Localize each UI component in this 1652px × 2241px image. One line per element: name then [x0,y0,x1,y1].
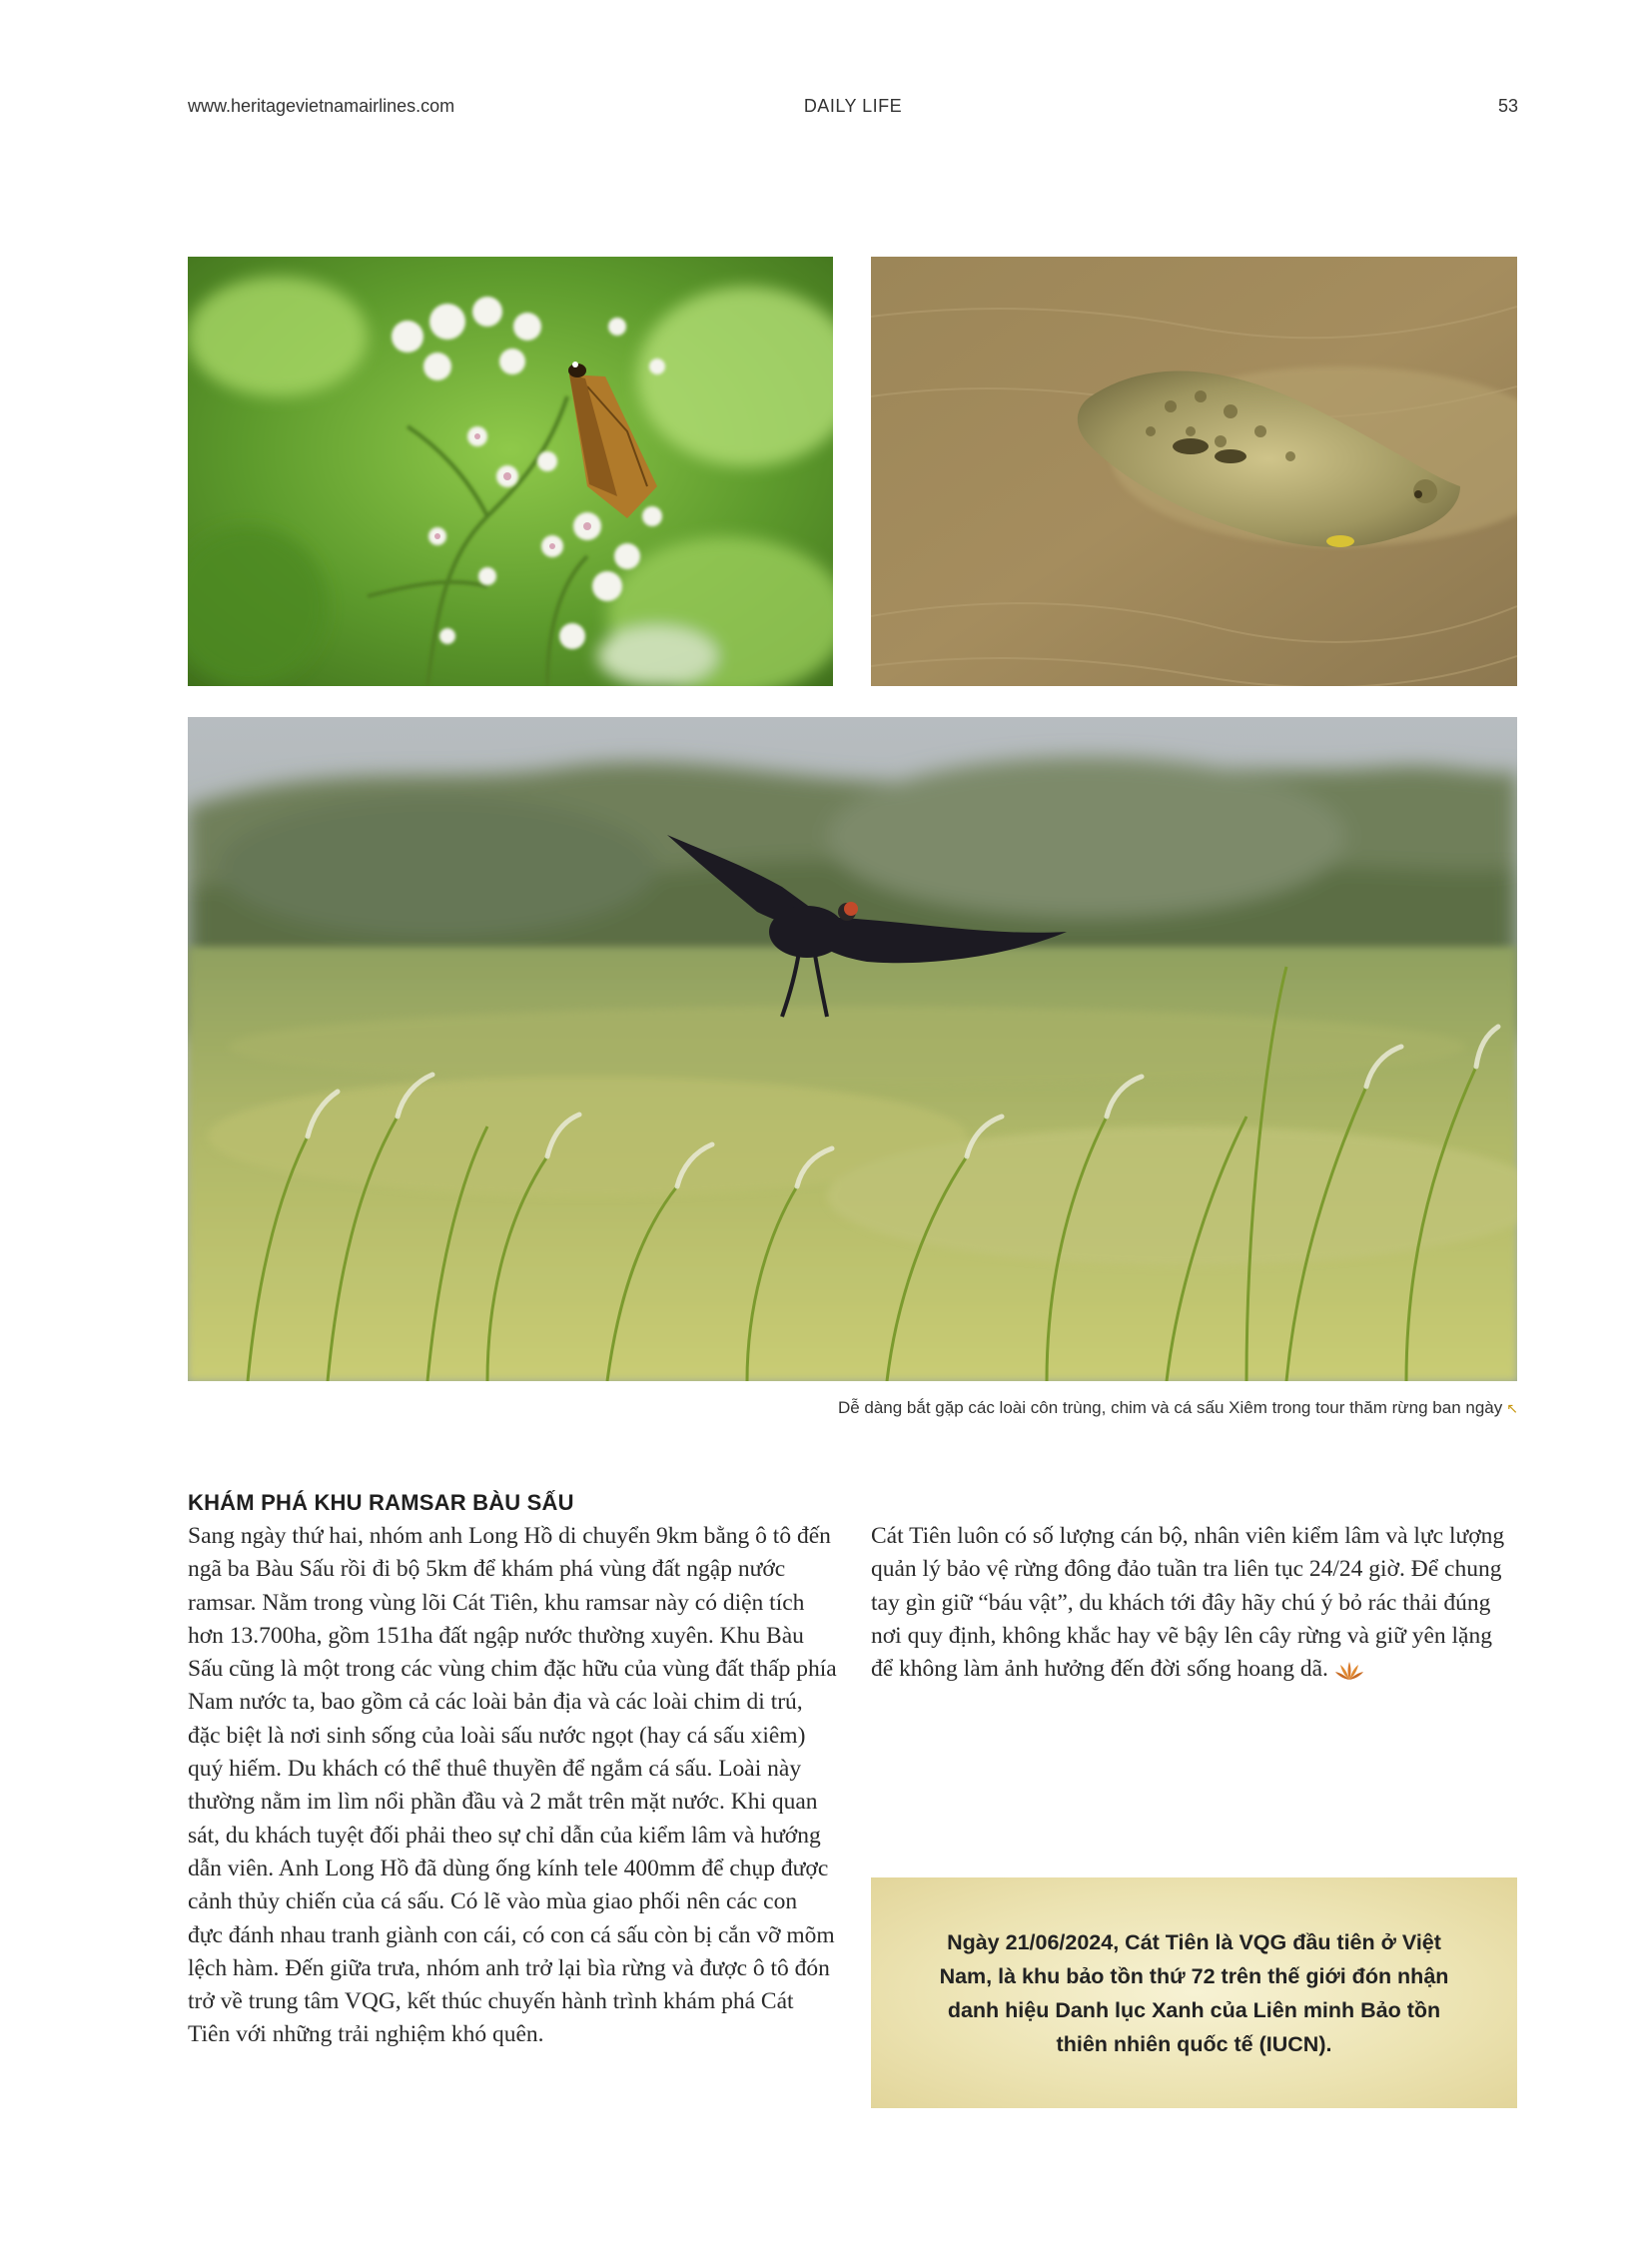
article-heading: KHÁM PHÁ KHU RAMSAR BÀU SẤU [188,1490,574,1515]
right-column-text: Cát Tiên luôn có số lượng cán bộ, nhân viên kiểm lâm và lực lượng quản lý bảo vệ rừng đông đảo tuần tra liên tục 24/24 giờ. Để chung tay gìn giữ “báu vật”, du khách tới đây hãy chú ý bỏ rác thải đúng nơi quy định, không khắc hay vẽ bậy lên cây rừng và giữ yên lặng để không làm ảnh hưởng đến đời sống hoang dã. [871,1523,1505,1683]
site-url[interactable]: www.heritagevietnamairlines.com [188,96,455,116]
article-column-right [871,1520,1520,1686]
highlight-text: Ngày 21/06/2024, Cát Tiên là VQG đầu tiên ở Việt Nam, là khu bảo tồn thứ 72 trên thế giới đón nhận danh hiệu Danh lục Xanh của Liên minh Bảo tồn thiên nhiên quốc tế (IUCN). [939,1929,1449,2056]
bird-grassland-photo [188,717,1517,1381]
arrow-up-left-icon: ↖ [1506,1400,1518,1416]
section-label: DAILY LIFE [803,96,903,116]
caption-text: Dễ dàng bắt gặp các loài côn trùng, chim và cá sấu Xiêm trong tour thăm rừng ban ngày [837,1398,1503,1417]
crocodile-photo [871,257,1517,686]
page-number: 53 [1497,96,1518,116]
page-header [188,96,1518,126]
highlight-callout [871,1877,1517,2108]
photo-caption [619,1398,1518,1418]
article-column-left: Sang ngày thứ hai, nhóm anh Long Hồ di chuyển 9km bằng ô tô đến ngã ba Bàu Sấu rồi đi bộ 5km để khám phá vùng đất ngập nước ramsar. Nằm trong vùng lõi Cát Tiên, khu ramsar này có diện tích hơn 13.700ha, gồm 151ha đất ngập nước thường xuyên. Khu Bàu Sấu cũng là một trong các vùng chim đặc hữu của vùng đất thấp phía Nam nước ta, bao gồm cả các loài bản địa và các loài chim di trú, đặc biệt là nơi sinh sống của loài sấu nước ngọt (hay cá sấu xiêm) quý hiếm. Du khách có thể thuê thuyền để ngắm cá sấu. Loài này thường nằm im lìm nổi phần đầu và 2 mắt trên mặt nước. Khi quan sát, du khách tuyệt đối phải theo sự chỉ dẫn của kiểm lâm và hướng dẫn viên. Anh Long Hồ đã dùng ống kính tele 400mm để chụp được cảnh thủy chiến của cá sấu. Có lẽ vào mùa giao phối nên các con đực đánh nhau tranh giành con cái, có con cá sấu còn bị cắn vỡ mõm lệch hàm. Đến giữa trưa, nhóm anh trở lại bìa rừng và được ô tô đón trở về trung tâm VQG, kết thúc chuyến hành trình khám phá Cát Tiên với những trải nghiệm khó quên. [188,1523,837,2048]
butterfly-photo [188,257,833,686]
lotus-icon [1334,1660,1364,1682]
